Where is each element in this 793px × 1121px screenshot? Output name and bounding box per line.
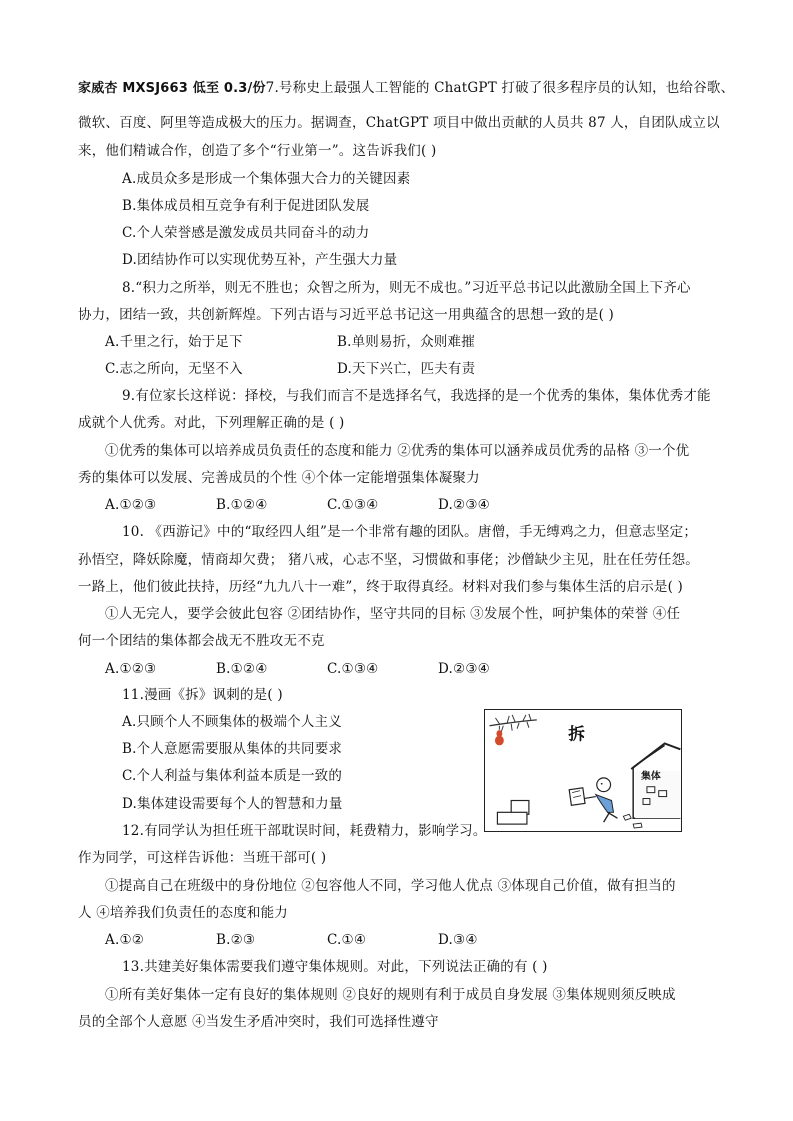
q9-items-line-2: 秀的集体可以发展、完善成员的个性 ④个体一定能增强集体凝聚力 (78, 470, 480, 486)
q9-stem-line-1: 9.有位家长这样说：择校，与我们而言不是选择名气，我选择的是一个优秀的集体，集体优秀才能 (122, 388, 711, 404)
q12-option-b: B.②③ (216, 932, 256, 948)
q8-options-row-2 (105, 358, 733, 380)
q8-stem-line-2: 协力，团结一致，共创新辉煌。下列古语与习近平总书记这一用典蕴含的思想一致的是( ) (78, 307, 615, 323)
q12-options (105, 929, 733, 951)
cartoon-illustration (485, 710, 681, 831)
q9-option-c: C.①③④ (327, 497, 379, 513)
q7-option-b: B.集体成员相互竞争有利于促进团队发展 (122, 198, 370, 214)
q12-items-line-2: 人 ④培养我们负责任的态度和能力 (78, 905, 288, 921)
q10-options (105, 658, 733, 680)
q11-option-c: C.个人利益与集体利益本质是一致的 (122, 768, 343, 784)
q12-stem-line-2: 作为同学，可这样告诉他：当班干部可( ) (78, 850, 327, 866)
q7-option-c: C.个人荣誉感是激发成员共同奋斗的动力 (122, 225, 370, 241)
cartoon-wall-label: 集体 (641, 770, 661, 782)
q12-option-c: C.①④ (327, 932, 367, 948)
q7-stem-line-3: 来，他们精诚合作，创造了多个“行业第一”。这告诉我们( ) (78, 143, 437, 159)
q8-stem-line-1: 8.“积力之所举，则无不胜也；众智之所为，则无不成也。”习近平总书记以此激励全国上下齐心 (122, 280, 691, 296)
q13-stem: 13.共建美好集体需要我们遵守集体规则。对此，下列说法正确的有 ( ) (122, 959, 548, 975)
cartoon-chai-image (484, 709, 682, 832)
q9-options (105, 494, 733, 516)
q12-items-line-1: ①提高自己在班级中的身份地位 ②包容他人不同，学习他人优点 ③体现自己价值，做有担当的 (105, 878, 676, 894)
q11-option-b: B.个人意愿需要服从集体的共同要求 (122, 741, 343, 757)
q9-stem-line-2: 成就个人优秀。对此，下列理解正确的是 ( ) (78, 415, 345, 431)
q8-option-a: A.千里之行，始于足下 (105, 334, 243, 350)
q8-option-b: B.单则易折，众则难摧 (337, 334, 475, 350)
q12-option-d: D.③④ (438, 932, 478, 948)
q10-stem-line-3: 一路上，他们彼此扶持，历经“九九八十一难”，终于取得真经。材料对我们参与集体生活的启示是( ) (78, 579, 684, 595)
q10-option-b: B.①②④ (216, 661, 268, 677)
q11-option-d: D.集体建设需要每个人的智慧和力量 (122, 796, 343, 812)
q9-items-line-1: ①优秀的集体可以培养成员负责任的态度和能力 ②优秀的集体可以涵养成员优秀的品格 ③一个优 (105, 443, 690, 459)
q12-stem-line-1: 12.有同学认为担任班干部耽误时间，耗费精力，影响学习。 (122, 823, 487, 839)
q8-option-c: C.志之所向，无坚不入 (105, 361, 243, 377)
q8-options-row-1 (105, 331, 733, 353)
q10-items-line-1: ①人无完人，要学会彼此包容 ②团结协作，坚守共同的目标 ③发展个性，呵护集体的荣誉 ④任 (105, 606, 681, 622)
q7-option-d: D.团结协作可以实现优势互补，产生强大力量 (122, 252, 398, 268)
q7-option-a: A.成员众多是形成一个集体强大合力的关键因素 (122, 171, 411, 187)
q9-option-d: D.②③④ (438, 497, 490, 513)
q10-stem-line-2: 孙悟空，降妖除魔，情商却欠费； 猪八戒，心志不坚，习惯做和事佬；沙僧缺少主见，肚在任劳任怨。 (78, 552, 699, 568)
q9-option-a: A.①②③ (105, 497, 157, 513)
q7-stem-line-2: 微软、百度、阿里等造成极大的压力。据调查，ChatGPT 项目中做出贡献的人员共 87 人，自团队成立以 (78, 115, 720, 131)
q13-items-line-1: ①所有美好集体一定有良好的集体规则 ②良好的规则有利于成员自身发展 ③集体规则须反映成 (105, 987, 676, 1003)
q8-option-d: D.天下兴亡，匹夫有责 (337, 361, 476, 377)
q10-items-line-2: 何一个团结的集体都会战无不胜攻无不克 (78, 633, 325, 649)
q10-option-d: D.②③④ (438, 661, 490, 677)
cartoon-title: 拆 (568, 723, 585, 744)
q10-stem-line-1: 10. 《西游记》中的“取经四人组”是一个非常有趣的团队。唐僧，手无缚鸡之力，但意志坚定； (122, 524, 698, 540)
q12-option-a: A.①② (105, 932, 145, 948)
q11-option-a: A.只顾个人不顾集体的极端个人主义 (122, 714, 342, 730)
watermark-ad: 家威杏 MXSJ663 低至 0.3/份 (78, 81, 266, 96)
q9-option-b: B.①②④ (216, 497, 268, 513)
q7-stem-line-1: 家威杏 MXSJ663 低至 0.3/份7.号称史上最强人工智能的 ChatGPT 打破了很多程序员的认知，也给谷歌、 (78, 80, 735, 96)
q11-stem: 11.漫画《拆》讽刺的是( ) (122, 687, 283, 703)
q10-option-c: C.①③④ (327, 661, 379, 677)
q13-items-line-2: 员的全部个人意愿 ④当发生矛盾冲突时，我们可选择性遵守 (78, 1014, 439, 1030)
q10-option-a: A.①②③ (105, 661, 157, 677)
